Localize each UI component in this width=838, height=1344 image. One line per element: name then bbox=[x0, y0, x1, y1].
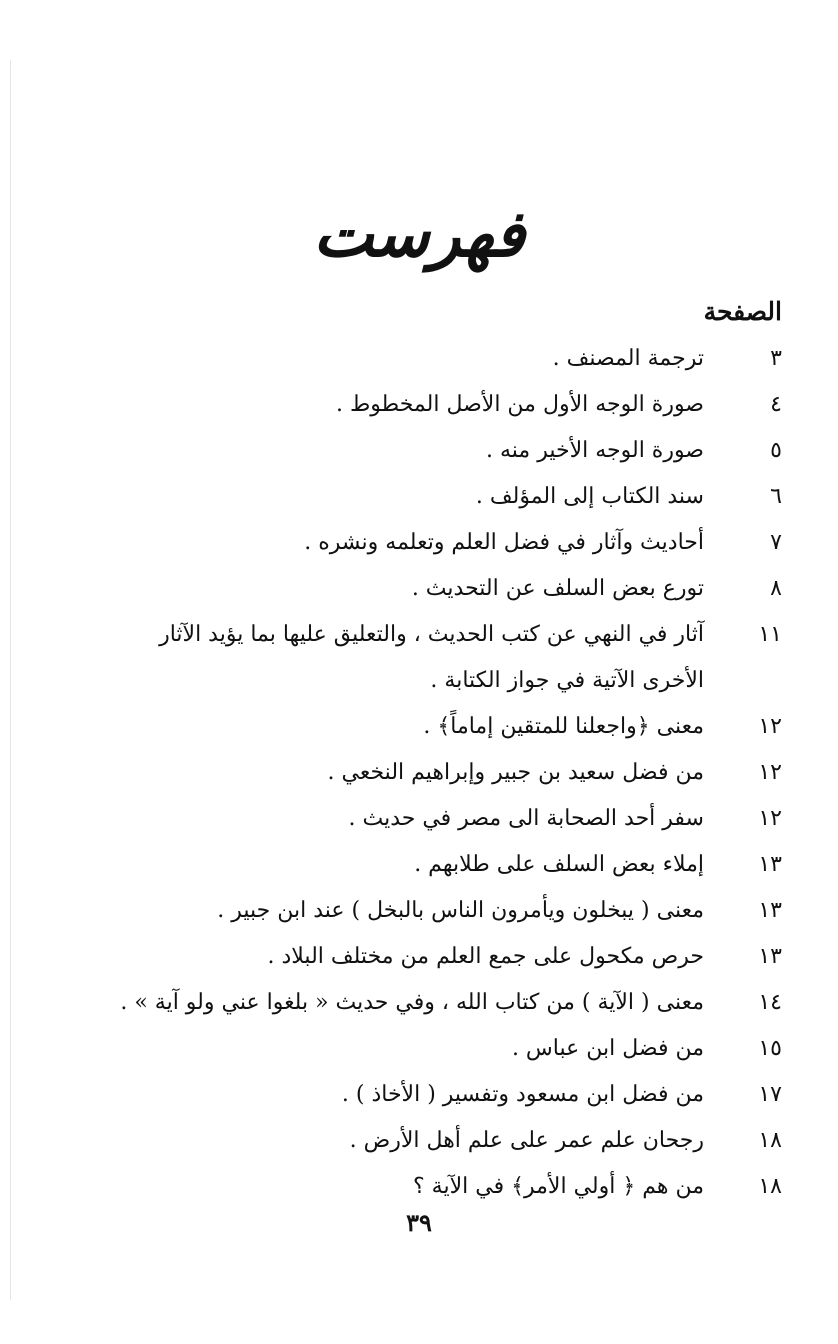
toc-entry-title: صورة الوجه الأول من الأصل المخطوط . bbox=[335, 392, 704, 417]
table-of-contents bbox=[82, 336, 782, 1210]
toc-entry-title: معنى ( يبخلون ويأمرون الناس بالبخل ) عند ابن جبير . bbox=[217, 898, 704, 923]
toc-entry-title: من فضل ابن مسعود وتفسير ( الأخاذ ) . bbox=[341, 1082, 704, 1107]
toc-entry-page: ١٨ bbox=[758, 1174, 782, 1199]
toc-entry-title: معنى ( الآية ) من كتاب الله ، وفي حديث « بلغوا عني ولو آية » . bbox=[120, 990, 704, 1015]
toc-entry-title: من فضل سعيد بن جبير وإبراهيم النخعي . bbox=[327, 760, 704, 785]
toc-entry bbox=[82, 520, 782, 566]
toc-entry-page: ١٢ bbox=[758, 806, 782, 831]
toc-entry-title: رجحان علم عمر على علم أهل الأرض . bbox=[349, 1128, 704, 1153]
toc-entry-title: من فضل ابن عباس . bbox=[511, 1036, 704, 1061]
toc-entry bbox=[82, 704, 782, 750]
toc-entry-page: ١١ bbox=[758, 622, 782, 647]
toc-entry-title: صورة الوجه الأخير منه . bbox=[486, 438, 704, 463]
page-title: فهرست bbox=[313, 197, 525, 272]
toc-entry bbox=[82, 1118, 782, 1164]
toc-entry-page: ١٢ bbox=[758, 760, 782, 785]
toc-entry-page: ١٤ bbox=[758, 990, 782, 1015]
toc-entry-page: ٧ bbox=[770, 530, 782, 555]
toc-entry-page: ٣ bbox=[770, 346, 782, 371]
toc-entry bbox=[82, 888, 782, 934]
toc-entry bbox=[82, 474, 782, 520]
toc-entry bbox=[82, 428, 782, 474]
toc-entry-page: ١٣ bbox=[758, 898, 782, 923]
toc-entry bbox=[82, 566, 782, 612]
toc-entry bbox=[82, 1026, 782, 1072]
toc-entry-page: ١٨ bbox=[758, 1128, 782, 1153]
toc-entry bbox=[82, 1072, 782, 1118]
toc-entry-page: ٥ bbox=[770, 438, 782, 463]
toc-entry bbox=[82, 382, 782, 428]
page-number: ٣٩ bbox=[406, 1208, 432, 1237]
toc-entry bbox=[82, 336, 782, 382]
toc-entry-page: ١٣ bbox=[758, 852, 782, 877]
toc-entry bbox=[82, 796, 782, 842]
toc-entry-title: ترجمة المصنف . bbox=[552, 346, 704, 371]
toc-entry-page: ١٥ bbox=[758, 1036, 782, 1061]
toc-entry bbox=[82, 750, 782, 796]
toc-entry-page: ١٣ bbox=[758, 944, 782, 969]
toc-entry-page: ٦ bbox=[770, 484, 782, 509]
toc-entry-page: ٨ bbox=[770, 576, 782, 601]
toc-entry-title: سند الكتاب إلى المؤلف . bbox=[475, 484, 704, 509]
toc-entry-title: معنى ﴿واجعلنا للمتقين إماماً﴾ . bbox=[423, 714, 704, 739]
toc-entry bbox=[82, 842, 782, 888]
toc-entry-page: ١٢ bbox=[758, 714, 782, 739]
toc-entry-title: إملاء بعض السلف على طلابهم . bbox=[414, 852, 704, 877]
toc-entry bbox=[82, 612, 782, 704]
toc-entry-title: حرص مكحول على جمع العلم من مختلف البلاد . bbox=[267, 944, 704, 969]
toc-entry-title: تورع بعض السلف عن التحديث . bbox=[411, 576, 704, 601]
toc-entry-title: آثار في النهي عن كتب الحديث ، والتعليق عليها بما يؤيد الآثار الأخرى الآتية في جواز الكتابة . bbox=[159, 622, 704, 693]
page-column-header: الصفحة bbox=[703, 297, 782, 326]
toc-entry-title: أحاديث وآثار في فضل العلم وتعلمه ونشره . bbox=[304, 530, 704, 555]
toc-entry bbox=[82, 934, 782, 980]
toc-entry bbox=[82, 980, 782, 1026]
toc-entry-page: ٤ bbox=[770, 392, 782, 417]
toc-entry-title: من هم ﴿ أولي الأمر﴾ في الآية ؟ bbox=[413, 1174, 704, 1199]
toc-entry-title: سفر أحد الصحابة الى مصر في حديث . bbox=[348, 806, 704, 831]
toc-entry-page: ١٧ bbox=[758, 1082, 782, 1107]
